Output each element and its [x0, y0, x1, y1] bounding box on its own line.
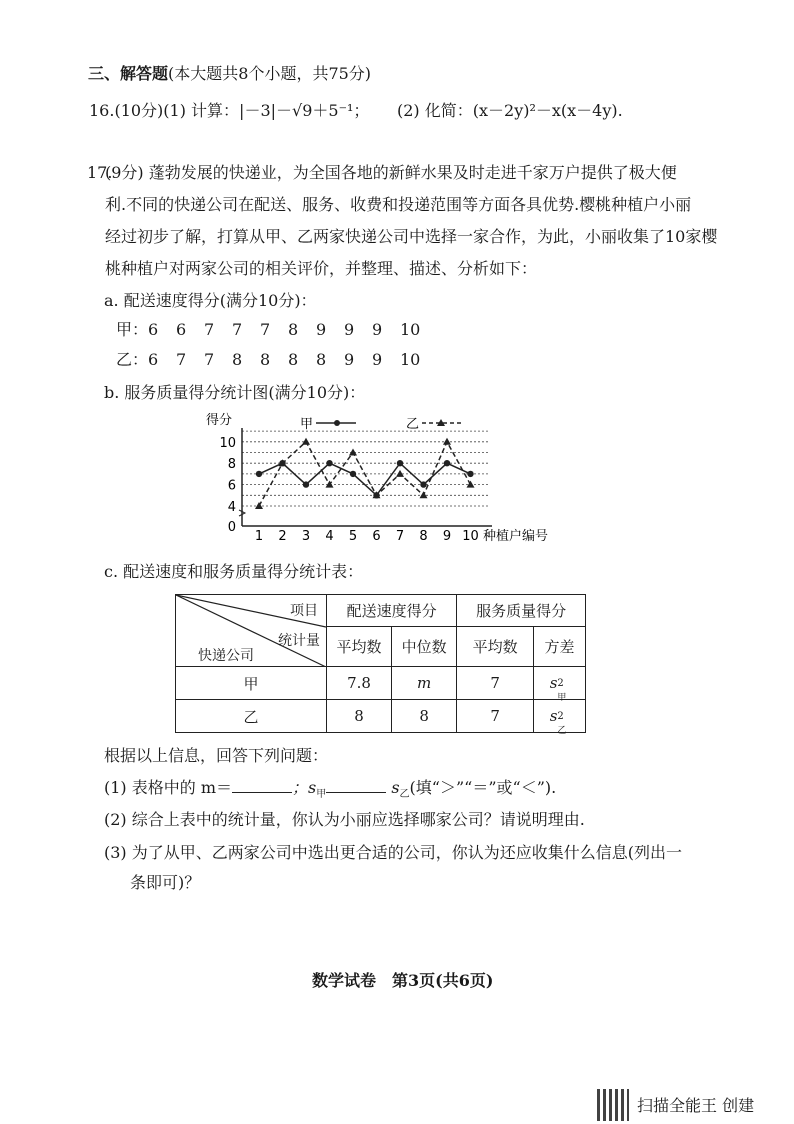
col-mean: 平均数 [327, 627, 392, 667]
data-point-jia [397, 460, 403, 466]
cell-value: 7 [457, 667, 534, 700]
x-tick-label: 3 [301, 529, 311, 544]
score: 6 [148, 350, 159, 369]
y-tick-label: 4 [227, 500, 236, 515]
yi-label: 乙： [116, 350, 149, 369]
question-17-line-2: 利.不同的快递公司在配送、服务、收费和投递范围等方面各具优势.樱桃种植户小丽 [105, 195, 692, 214]
question-17-line-1: (9分) 蓬勃发展的快递业，为全国各地的新鲜水果及时走进千家万户提供了极大便 [105, 163, 677, 182]
cell-value: 8 [327, 700, 392, 733]
question-16-part2: (2) 化简：(x－2y)²－x(x－4y). [397, 101, 623, 120]
y-tick-label: 8 [227, 457, 236, 473]
y-tick-label: 0 [227, 520, 236, 535]
question-number: 16. [89, 101, 115, 120]
score: 8 [316, 350, 327, 369]
score: 6 [176, 320, 187, 339]
data-point-jia [444, 460, 450, 466]
x-tick-label: 9 [442, 529, 452, 544]
data-point-yi [443, 438, 451, 445]
col-variance: 方差 [534, 627, 586, 667]
score: 7 [232, 320, 243, 339]
y-tick-label: 6 [227, 478, 236, 494]
cell-value: m [392, 667, 457, 700]
header-company: 快递公司 [198, 648, 254, 664]
service-quality-chart [200, 408, 570, 548]
group-delivery-speed: 配送速度得分 [327, 595, 457, 627]
row-name-yi: 乙 [176, 700, 327, 733]
qr-code-icon [597, 1089, 629, 1121]
cell-value: 7 [457, 700, 534, 733]
chart-series [255, 438, 475, 509]
score: 9 [344, 350, 355, 369]
score: 8 [288, 350, 299, 369]
data-point-yi [349, 449, 357, 456]
jia-label: 甲： [116, 320, 149, 339]
score: 6 [148, 320, 159, 339]
section-header [88, 64, 371, 84]
part-b-title: b. 服务质量得分统计图(满分10分)： [104, 383, 366, 402]
header-stat: 统计量 [278, 633, 320, 649]
col-mean: 平均数 [457, 627, 534, 667]
series-jia-line [259, 463, 471, 495]
chart-ticks [219, 436, 478, 544]
data-point-yi [255, 502, 263, 509]
statistics-table [175, 594, 586, 736]
score: 7 [204, 320, 215, 339]
data-point-jia [350, 471, 356, 477]
yi-scores-row [116, 350, 428, 370]
col-median: 中位数 [392, 627, 457, 667]
cell-value: 7.8 [327, 667, 392, 700]
score: 9 [344, 320, 355, 339]
data-point-yi [326, 481, 334, 488]
answer-intro: 根据以上信息，回答下列问题： [104, 746, 329, 765]
x-tick-label: 10 [462, 529, 479, 544]
data-point-jia [256, 471, 262, 477]
scanner-watermark: 扫描全能王 创建 [637, 1096, 755, 1115]
x-tick-label: 7 [395, 529, 405, 544]
chart-axes [239, 428, 492, 526]
sub-q1-text: ；s [292, 778, 317, 797]
sub-q1-text: s [391, 778, 400, 797]
variance-subscript: 乙 [557, 726, 567, 736]
score: 7 [204, 350, 215, 369]
score: 7 [260, 320, 271, 339]
variance-symbol: s [549, 707, 558, 725]
data-point-jia [326, 460, 332, 466]
chart-legend [300, 417, 462, 432]
sub-question-1 [104, 778, 556, 805]
x-tick-label: 6 [372, 529, 381, 544]
score: 7 [176, 350, 187, 369]
data-point-jia [420, 481, 426, 487]
sub-q1-sub: 乙 [399, 789, 410, 801]
data-point-yi [467, 481, 475, 488]
x-tick-label: 1 [254, 529, 264, 544]
data-point-yi [302, 438, 310, 445]
cell-variance: s 2 甲 [534, 667, 586, 700]
question-text: (10分)(1) 计算：|－3|－√9＋5⁻¹； [114, 101, 370, 120]
score: 10 [400, 350, 421, 369]
section-title: 三、解答题 [88, 64, 169, 83]
y-axis-label: 得分 [206, 413, 233, 428]
data-point-jia [467, 471, 473, 477]
x-tick-label: 5 [348, 529, 358, 544]
data-point-jia [303, 481, 309, 487]
x-tick-label: 8 [419, 529, 428, 544]
score: 9 [372, 350, 383, 369]
legend-jia-marker [334, 420, 340, 426]
cell-variance: s 2 乙 [534, 700, 586, 733]
question-16 [89, 101, 369, 121]
question-17-line-3: 经过初步了解，打算从甲、乙两家快递公司中选择一家合作，为此，小丽收集了10家樱 [105, 227, 718, 246]
sub-q1-text: (1) 表格中的 m＝ [104, 778, 233, 797]
legend-jia-label: 甲 [300, 417, 314, 432]
score: 9 [372, 320, 383, 339]
answer-blank-m[interactable] [232, 778, 292, 793]
x-tick-label: 2 [278, 529, 287, 544]
sub-q1-text: (填“＞”“＝”或“＜”). [409, 778, 557, 797]
sub-question-3-cont: 条即可)？ [130, 873, 201, 892]
group-service-quality: 服务质量得分 [457, 595, 586, 627]
score: 8 [260, 350, 271, 369]
jia-scores-row [116, 320, 428, 340]
part-a-title: a. 配送速度得分(满分10分)： [104, 291, 317, 310]
score: 9 [316, 320, 327, 339]
data-point-yi [420, 491, 428, 498]
variance-subscript: 甲 [557, 693, 567, 703]
score: 10 [400, 320, 421, 339]
sub-question-2: (2) 综合上表中的统计量，你认为小丽应选择哪家公司？请说明理由. [104, 810, 585, 829]
row-name-jia: 甲 [176, 667, 327, 700]
x-axis-label: 种植户编号 [483, 529, 549, 544]
data-point-yi [396, 470, 404, 477]
cell-value: 8 [392, 700, 457, 733]
header-item: 项目 [290, 603, 318, 619]
page-footer: 数学试卷 第3页(共6页) [312, 971, 494, 990]
diagonal-header-cell [176, 595, 327, 667]
question-17-number: 17. [87, 163, 113, 182]
x-tick-label: 4 [325, 529, 334, 544]
section-note: (本大题共8个小题，共75分) [168, 64, 372, 83]
score: 8 [288, 320, 299, 339]
sub-q1-sub: 甲 [316, 789, 327, 801]
question-17-line-4: 桃种植户对两家公司的相关评价，并整理、描述、分析如下： [105, 259, 538, 278]
variance-symbol: s [549, 674, 558, 692]
y-tick-label: 10 [219, 435, 236, 451]
sub-question-3: (3) 为了从甲、乙两家公司中选出更合适的公司，你认为还应收集什么信息(列出一 [104, 843, 682, 862]
score: 8 [232, 350, 243, 369]
answer-blank-compare[interactable] [326, 778, 386, 793]
legend-yi-label: 乙 [406, 417, 420, 432]
part-c-title: c. 配送速度和服务质量得分统计表： [104, 562, 364, 581]
